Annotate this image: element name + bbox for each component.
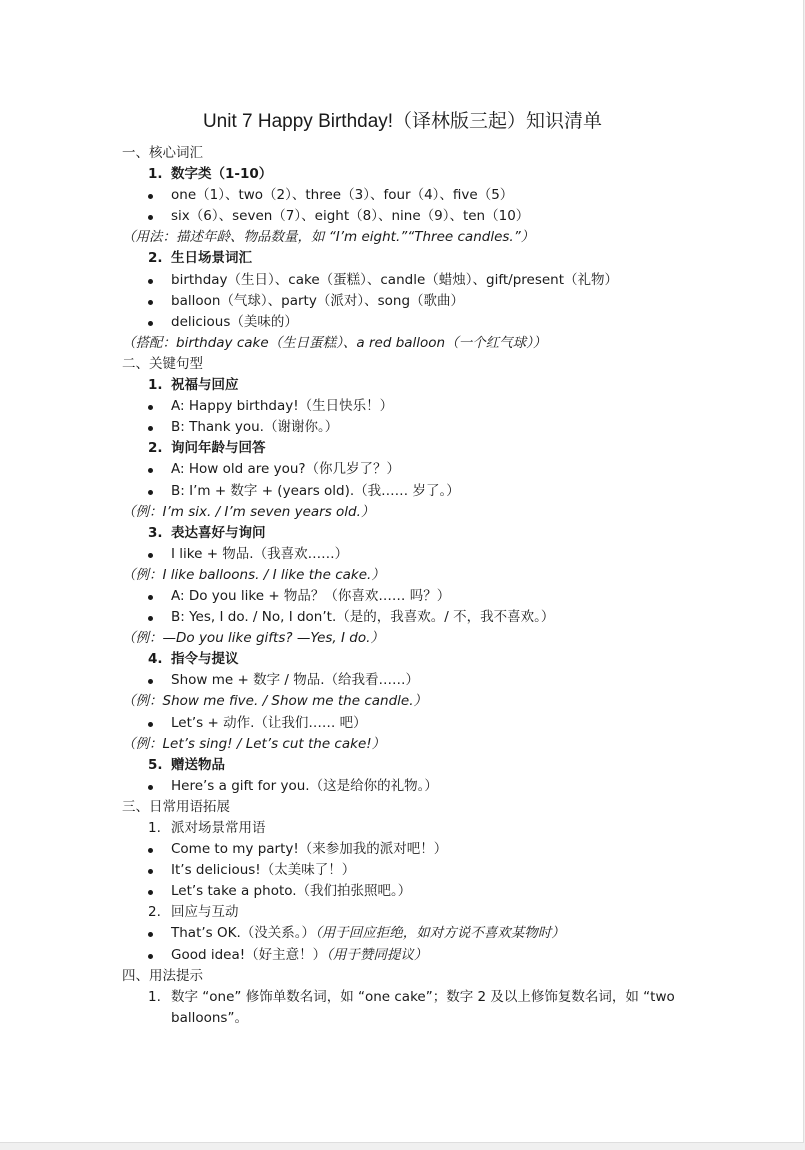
bullet-item: B: I’m + 数字 + (years old).（我…… 岁了。） [122, 481, 722, 502]
example-note: （例：I’m six. / I’m seven years old.） [122, 503, 375, 520]
subheading-number: 4. [148, 651, 163, 668]
subheading-number: 2. [148, 440, 163, 457]
item-number: 2. [148, 904, 161, 921]
subheading-label: 赠送物品 [171, 756, 225, 773]
subheading [122, 164, 722, 185]
section-heading: 四、用法提示 [122, 967, 203, 984]
usage-note: （用于赞同提议） [326, 946, 428, 963]
example-note: （例：Show me five. / Show me the candle.） [122, 693, 427, 710]
subheading-number: 5. [148, 756, 163, 773]
subheading [122, 248, 722, 269]
bullet-item [122, 945, 722, 966]
example-note: （例：I like balloons. / I like the cake.） [122, 566, 385, 583]
subheading-number: 3. [148, 524, 163, 541]
subheading [122, 375, 722, 396]
subheading [122, 755, 722, 776]
bullet-item: delicious（美味的） [122, 312, 722, 333]
subheading-number: 1. [148, 166, 163, 183]
item-number: 1. [148, 820, 161, 836]
bullet-item: A: How old are you?（你几岁了？） [122, 459, 722, 480]
subheading-number: 1. [148, 377, 163, 394]
page-title: Unit 7 Happy Birthday!（译林版三起）知识清单 [202, 111, 603, 132]
numbered-item [122, 902, 722, 923]
bullet-item: A: Happy birthday!（生日快乐！） [122, 396, 722, 417]
numbered-item [122, 818, 722, 839]
numbered-item [122, 987, 722, 1029]
subheading [122, 523, 722, 544]
example-note: （例：—Do you like gifts? —Yes, I do.） [122, 630, 384, 647]
document-body [122, 143, 722, 1029]
item-label: 回应与互动 [171, 904, 239, 921]
bullet-item: Here’s a gift for you.（这是给你的礼物。） [122, 776, 722, 797]
subheading-label: 数字类（1-10） [171, 166, 273, 183]
usage-note: （用法：描述年龄、物品数量，如 “I’m eight.”“Three candles.”） [122, 229, 535, 246]
section-heading: 一、核心词汇 [122, 145, 203, 161]
bullet-text: Good idea!（好主意！） [171, 946, 327, 963]
subheading-label: 指令与提议 [171, 651, 239, 668]
bullet-item: B: Yes, I do. / No, I don’t.（是的，我喜欢。/ 不，我不喜欢。） [122, 607, 722, 628]
bullet-item: Let’s + 动作.（让我们…… 吧） [122, 713, 722, 734]
bullet-item: birthday（生日）、cake（蛋糕）、candle（蜡烛）、gift/present（礼物） [122, 270, 722, 291]
bullet-item: It’s delicious!（太美味了！） [122, 860, 722, 881]
item-label: 派对场景常用语 [171, 820, 266, 836]
bullet-item: Show me + 数字 / 物品.（给我看……） [122, 670, 722, 691]
subheading-label: 祝福与回应 [171, 377, 239, 394]
item-text: 数字 “one” 修饰单数名词，如 “one cake”；数字 2 及以上修饰复数名词，如 “two balloons”。 [171, 988, 675, 1026]
bullet-item: six（6）、seven（7）、eight（8）、nine（9）、ten（10） [122, 206, 722, 227]
section-heading: 三、日常用语拓展 [122, 798, 230, 815]
bullet-item: A: Do you like + 物品？（你喜欢…… 吗？） [122, 586, 722, 607]
usage-note: （用于回应拒绝，如对方说不喜欢某物时） [315, 925, 565, 942]
subheading-label: 表达喜好与询问 [171, 524, 266, 541]
subheading-label: 询问年龄与回答 [171, 440, 266, 457]
bullet-item: B: Thank you.（谢谢你。） [122, 417, 722, 438]
bullet-item: Come to my party!（来参加我的派对吧！） [122, 839, 722, 860]
bullet-item: one（1）、two（2）、three（3）、four（4）、five（5） [122, 185, 722, 206]
bullet-item: balloon（气球）、party（派对）、song（歌曲） [122, 291, 722, 312]
subheading [122, 649, 722, 670]
subheading-label: 生日场景词汇 [171, 250, 252, 267]
bullet-item: Let’s take a photo.（我们拍张照吧。） [122, 881, 722, 902]
example-note: （例：Let’s sing! / Let’s cut the cake!） [122, 735, 386, 752]
subheading-number: 2. [148, 250, 163, 267]
bullet-text: That’s OK.（没关系。） [171, 925, 316, 942]
bullet-item: I like + 物品.（我喜欢……） [122, 544, 722, 565]
usage-note: （搭配：birthday cake（生日蛋糕）、a red balloon（一个红气球）） [122, 334, 547, 351]
bullet-item [122, 923, 722, 944]
subheading [122, 438, 722, 459]
section-heading: 二、关键句型 [122, 355, 203, 372]
item-number: 1. [148, 988, 161, 1005]
